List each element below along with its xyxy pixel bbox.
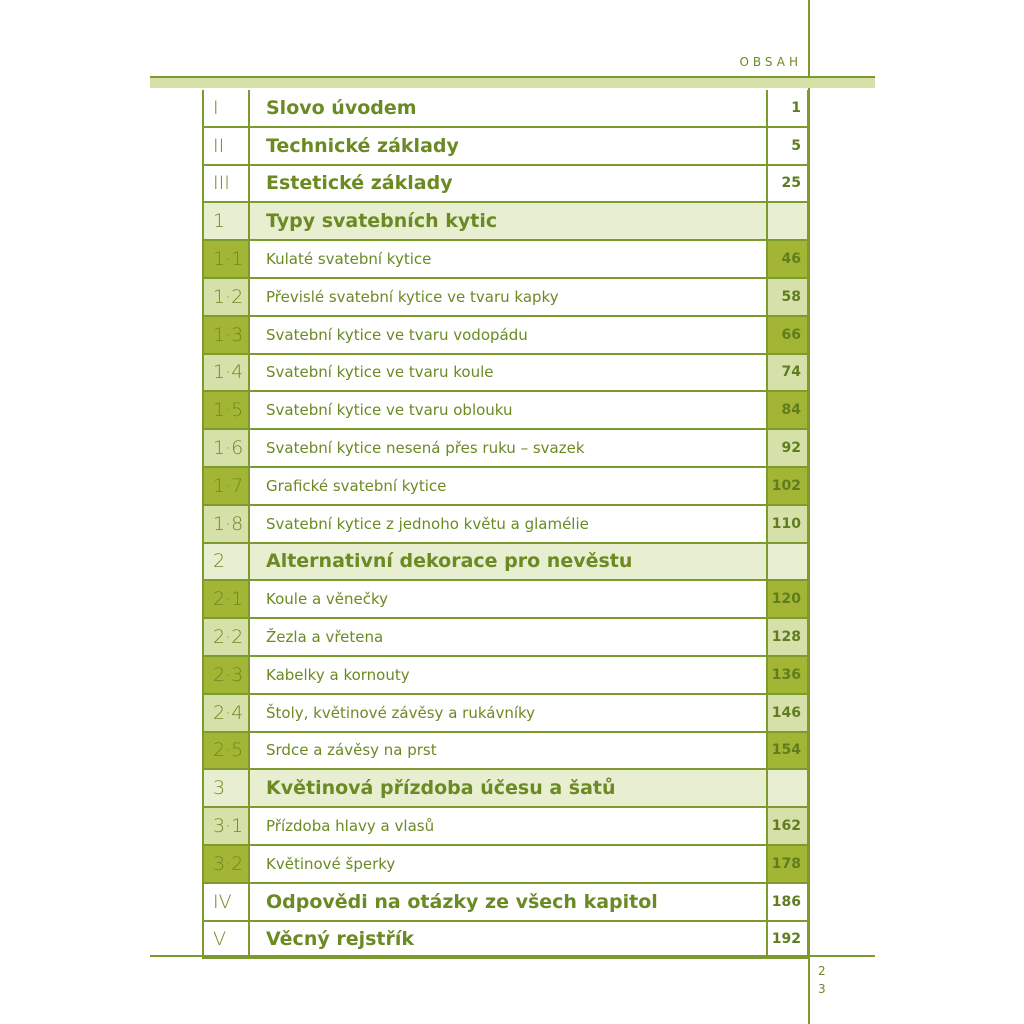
- toc-row[interactable]: [202, 657, 809, 695]
- toc-title: Svatební kytice nesená přes ruku – svazek: [248, 430, 766, 466]
- toc-number: 1·6: [202, 430, 248, 466]
- toc-number: 2·3: [202, 657, 248, 693]
- toc-row[interactable]: [202, 695, 809, 733]
- toc-number: 1: [202, 203, 248, 239]
- section-header: OBSAH: [739, 55, 802, 69]
- toc-row[interactable]: [202, 506, 809, 544]
- toc-page: 1: [766, 90, 809, 126]
- toc-title: Květinová přízdoba účesu a šatů: [248, 770, 766, 806]
- toc-page: 5: [766, 128, 809, 164]
- toc-title: Žezla a vřetena: [248, 619, 766, 655]
- toc-row[interactable]: [202, 90, 809, 128]
- toc-row[interactable]: [202, 317, 809, 355]
- toc-number: 3·1: [202, 808, 248, 844]
- toc-number: 1·8: [202, 506, 248, 542]
- toc-row[interactable]: [202, 392, 809, 430]
- toc-number: 2·1: [202, 581, 248, 617]
- toc-page: 192: [766, 922, 809, 958]
- table-of-contents: [202, 90, 809, 959]
- toc-title: Svatební kytice ve tvaru vodopádu: [248, 317, 766, 353]
- toc-row[interactable]: [202, 581, 809, 619]
- toc-page: 178: [766, 846, 809, 882]
- toc-number: 1·3: [202, 317, 248, 353]
- toc-row[interactable]: [202, 355, 809, 393]
- toc-row[interactable]: [202, 770, 809, 808]
- toc-row[interactable]: [202, 468, 809, 506]
- toc-title: Slovo úvodem: [248, 90, 766, 126]
- toc-number: IV: [202, 884, 248, 920]
- toc-page: 154: [766, 733, 809, 769]
- page-number-left: 2: [818, 964, 826, 978]
- toc-title: Svatební kytice z jednoho květu a glamélie: [248, 506, 766, 542]
- toc-page: 186: [766, 884, 809, 920]
- toc-row[interactable]: [202, 544, 809, 582]
- toc-page: 46: [766, 241, 809, 277]
- toc-title: Kulaté svatební kytice: [248, 241, 766, 277]
- toc-page: [766, 544, 809, 580]
- toc-page: 162: [766, 808, 809, 844]
- toc-number: 2·2: [202, 619, 248, 655]
- toc-title: Převislé svatební kytice ve tvaru kapky: [248, 279, 766, 315]
- toc-page: 74: [766, 355, 809, 391]
- toc-title: Odpovědi na otázky ze všech kapitol: [248, 884, 766, 920]
- toc-title: Alternativní dekorace pro nevěstu: [248, 544, 766, 580]
- toc-title: Technické základy: [248, 128, 766, 164]
- toc-page: [766, 203, 809, 239]
- toc-row[interactable]: [202, 430, 809, 468]
- toc-number: 1·1: [202, 241, 248, 277]
- toc-number: 1·4: [202, 355, 248, 391]
- toc-row[interactable]: [202, 884, 809, 922]
- toc-number: 2·5: [202, 733, 248, 769]
- toc-page: 84: [766, 392, 809, 428]
- toc-row[interactable]: [202, 922, 809, 960]
- toc-row[interactable]: [202, 846, 809, 884]
- toc-page: 136: [766, 657, 809, 693]
- toc-row[interactable]: [202, 128, 809, 166]
- toc-page: 102: [766, 468, 809, 504]
- toc-number: 1·7: [202, 468, 248, 504]
- page-numbers: [818, 962, 826, 998]
- toc-title: Svatební kytice ve tvaru koule: [248, 355, 766, 391]
- toc-number: III: [202, 166, 248, 202]
- toc-page: 110: [766, 506, 809, 542]
- toc-page: 128: [766, 619, 809, 655]
- toc-title: Svatební kytice ve tvaru oblouku: [248, 392, 766, 428]
- toc-title: Estetické základy: [248, 166, 766, 202]
- toc-row[interactable]: [202, 733, 809, 771]
- toc-page: 66: [766, 317, 809, 353]
- toc-number: 1·5: [202, 392, 248, 428]
- toc-page: 92: [766, 430, 809, 466]
- toc-row[interactable]: [202, 166, 809, 204]
- header-bar: [150, 76, 875, 88]
- toc-title: Srdce a závěsy na prst: [248, 733, 766, 769]
- toc-page: [766, 770, 809, 806]
- page-number-right: 3: [818, 982, 826, 996]
- toc-page: 120: [766, 581, 809, 617]
- toc-row[interactable]: [202, 279, 809, 317]
- toc-row[interactable]: [202, 241, 809, 279]
- toc-title: Grafické svatební kytice: [248, 468, 766, 504]
- toc-title: Koule a věnečky: [248, 581, 766, 617]
- toc-title: Květinové šperky: [248, 846, 766, 882]
- toc-number: V: [202, 922, 248, 958]
- toc-title: Přízdoba hlavy a vlasů: [248, 808, 766, 844]
- toc-number: 1·2: [202, 279, 248, 315]
- toc-title: Štoly, květinové závěsy a rukávníky: [248, 695, 766, 731]
- toc-page: 25: [766, 166, 809, 202]
- toc-number: 3: [202, 770, 248, 806]
- toc-row[interactable]: [202, 203, 809, 241]
- toc-page: 58: [766, 279, 809, 315]
- toc-number: 3·2: [202, 846, 248, 882]
- toc-page: 146: [766, 695, 809, 731]
- toc-number: I: [202, 90, 248, 126]
- toc-number: 2: [202, 544, 248, 580]
- footer-rule: [150, 955, 875, 957]
- toc-title: Věcný rejstřík: [248, 922, 766, 958]
- toc-row[interactable]: [202, 808, 809, 846]
- toc-number: 2·4: [202, 695, 248, 731]
- toc-number: II: [202, 128, 248, 164]
- toc-title: Kabelky a kornouty: [248, 657, 766, 693]
- toc-title: Typy svatebních kytic: [248, 203, 766, 239]
- toc-row[interactable]: [202, 619, 809, 657]
